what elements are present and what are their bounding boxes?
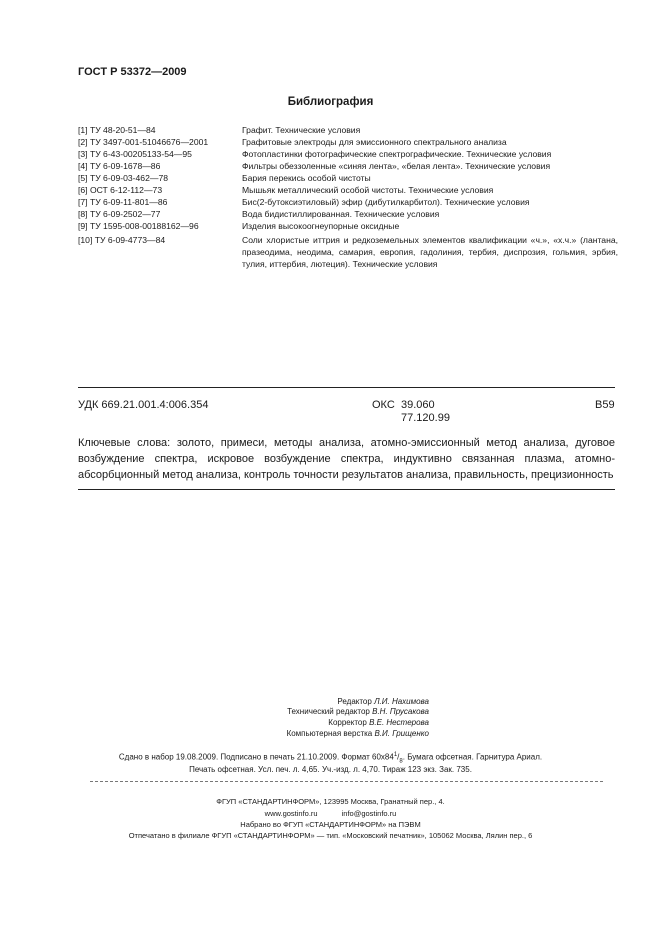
- bibliography-ref: [1] ТУ 48-20-51—84: [78, 125, 156, 135]
- bibliography-description: Изделия высокоогнеупорные оксидные: [242, 221, 400, 231]
- oks-code: 39.060: [401, 399, 435, 411]
- bibliography-description: Вода бидистиллированная. Технические условия: [242, 209, 440, 219]
- section-divider-top: [78, 387, 615, 388]
- format-fraction-numerator: 1: [393, 752, 398, 758]
- imprint-line-2: Печать офсетная. Усл. печ. л. 4,65. Уч.-изд. л. 4,70. Тираж 123 экз. Зак. 735.: [189, 765, 472, 774]
- document-header: ГОСТ Р 53372—2009: [78, 66, 187, 78]
- bibliography-ref: [8] ТУ 6-09-2502—77: [78, 209, 161, 219]
- imprint-line-1: Сдано в набор 19.08.2009. Подписано в печать 21.10.2009. Формат $60х84^1/_8$. Бумага офсетная. Гарнитура Ариал.: [118, 752, 543, 765]
- section-divider-bottom: [78, 489, 615, 490]
- udc-code: УДК 669.21.001.4:006.354: [78, 399, 209, 411]
- credit-proofreader: [328, 718, 429, 727]
- credit-role: Компьютерная верстка: [286, 729, 373, 738]
- bibliography-ref: [10] ТУ 6-09-4773—84: [78, 235, 166, 245]
- bibliography-description: Фильтры обеззоленные «синяя лента», «белая лента». Технические условия: [242, 161, 551, 171]
- credit-tech-editor: [287, 707, 429, 716]
- bibliography-ref: [9] ТУ 1595-008-00188162—96: [78, 221, 199, 231]
- credit-name: В.И. Грищенко: [374, 729, 429, 738]
- publisher-contacts: [0, 809, 661, 818]
- oks-code: 77.120.99: [401, 412, 450, 424]
- bibliography-description: Фотопластинки фотографические спектрографические. Технические условия: [242, 149, 552, 159]
- bibliography-description: Бария перекись особой чистоты: [242, 173, 371, 183]
- publisher-address: ФГУП «СТАНДАРТИНФОРМ», 123995 Москва, Гранатный пер., 4.: [216, 797, 445, 806]
- imprint-text: . Бумага офсетная. Гарнитура Ариал.: [402, 752, 543, 762]
- credit-layout: [287, 729, 429, 738]
- dashed-divider: [90, 781, 603, 782]
- bibliography-ref: [4] ТУ 6-09-1678—86: [78, 161, 161, 171]
- publisher-typeset-note: Набрано во ФГУП «СТАНДАРТИНФОРМ» на ПЭВМ: [240, 820, 421, 829]
- format-fraction-denominator: 8: [399, 758, 403, 765]
- bibliography-title: Библиография: [287, 96, 374, 108]
- oks-codes: [401, 399, 450, 425]
- oks-label: ОКС: [372, 399, 395, 411]
- credit-role: Технический редактор: [287, 707, 370, 716]
- keywords-paragraph: Ключевые слова: золото, примеси, методы анализа, атомно-эмиссионный метод анализа, дуговое возбуждение спектра, искровое возбуждение спектра, индуктивно связанная плазма, атомно-абсорбционный метод анализа, контроль точности результатов анализа, правильность, прецизионность: [78, 437, 615, 481]
- group-code: В59: [595, 399, 615, 411]
- bibliography-description: Мышьяк металлический особой чистоты. Технические условия: [242, 185, 494, 195]
- bibliography-ref: [5] ТУ 6-09-03-462—78: [78, 173, 169, 183]
- credit-role: Редактор: [337, 697, 372, 706]
- credit-editor: [337, 697, 429, 706]
- publisher-website[interactable]: www.gostinfo.ru: [264, 809, 318, 818]
- publisher-email[interactable]: info@gostinfo.ru: [341, 809, 397, 818]
- credit-role: Корректор: [328, 718, 367, 727]
- bibliography-description: Бис(2-бутоксиэтиловый) эфир (дибутилкарбитол). Технические условия: [242, 197, 530, 207]
- bibliography-ref: [7] ТУ 6-09-11-801—86: [78, 197, 168, 207]
- credit-name: Л.И. Нахимова: [374, 697, 429, 706]
- publisher-print-note: Отпечатано в филиале ФГУП «СТАНДАРТИНФОРМ» — тип. «Московский печатник», 105062 Москва, Лялин пер., 6: [128, 831, 533, 840]
- bibliography-description: Графитовые электроды для эмиссионного спектрального анализа: [242, 137, 507, 147]
- bibliography-description: Графит. Технические условия: [242, 125, 361, 135]
- bibliography-description: Соли хлористые иттрия и редкоземельных элементов квалификации «ч.», «х.ч.» (лантана, празеодима, неодима, самария, европия, гадолиния, тербия, диспрозия, гольмия, эрбия, тулия, иттербия, лютеция). Технические условия: [242, 235, 618, 269]
- bibliography-ref: [2] ТУ 3497-001-51046676—2001: [78, 137, 209, 147]
- bibliography-ref: [6] ОСТ 6-12-112—73: [78, 185, 163, 195]
- bibliography-ref: [3] ТУ 6-43-00205133-54—95: [78, 149, 192, 159]
- credit-name: В.Е. Нестерова: [369, 718, 429, 727]
- credit-name: В.Н. Прусакова: [372, 707, 429, 716]
- imprint-text: Сдано в набор 19.08.2009. Подписано в печать 21.10.2009. Формат 60х84: [118, 752, 394, 762]
